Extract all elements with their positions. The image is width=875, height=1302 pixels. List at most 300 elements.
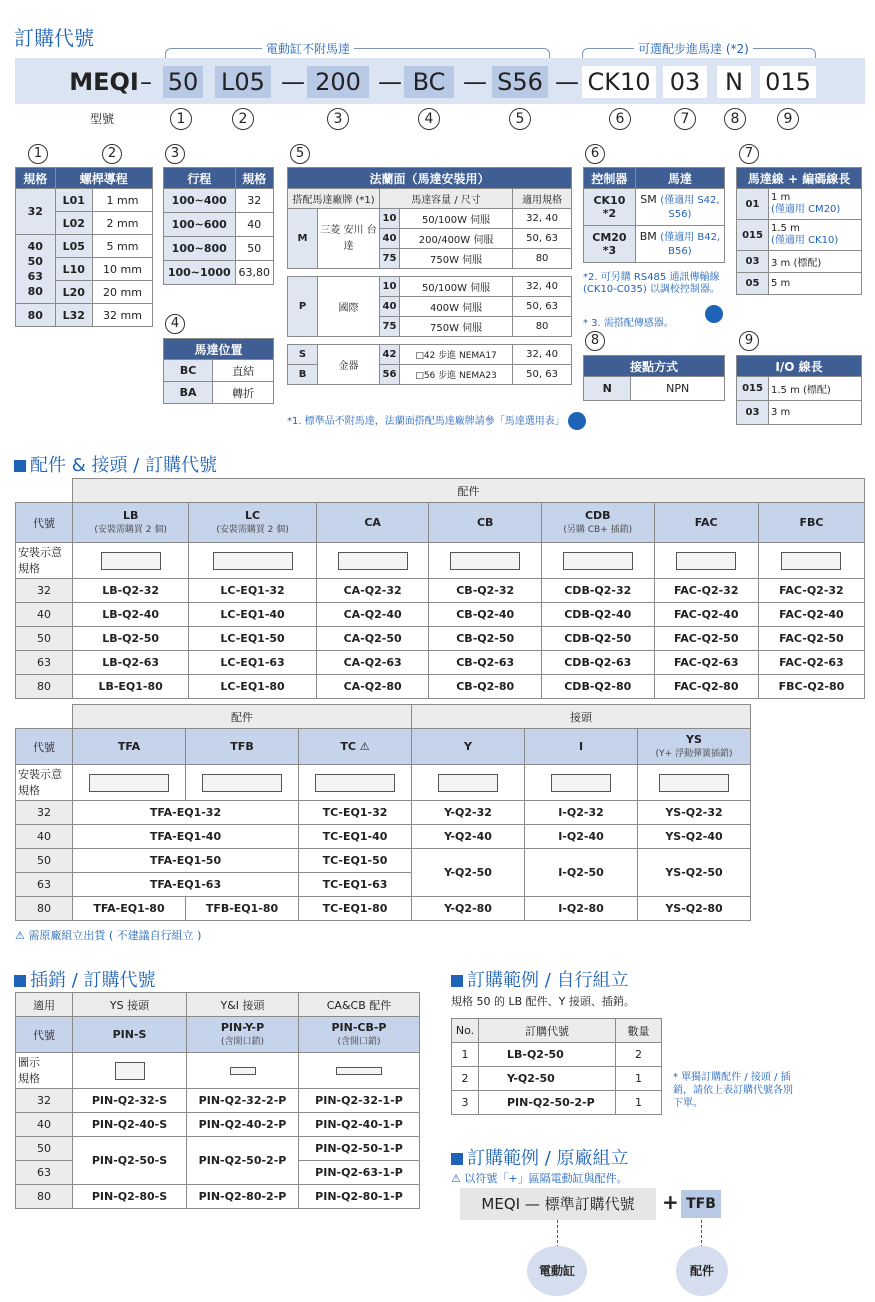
code: PIN-Q2-50-S — [73, 1137, 187, 1185]
cap-spec: 50, 63 — [513, 297, 572, 317]
num-4: 4 — [418, 108, 440, 130]
h-brand: 搭配馬達廠牌 (*1) — [288, 189, 380, 209]
position-table — [163, 338, 274, 404]
connector-line — [701, 1220, 702, 1248]
pos-code: BA — [164, 382, 213, 404]
code: CA-Q2-50 — [316, 627, 429, 651]
cap-code: 56 — [380, 365, 400, 385]
code: FAC-Q2-40 — [654, 603, 758, 627]
code: FAC-Q2-80 — [654, 675, 758, 699]
code: TC-EQ1-63 — [299, 873, 412, 897]
qty: 1 — [616, 1067, 662, 1091]
code: LC-EQ1-50 — [189, 627, 317, 651]
lead-code: L32 — [55, 304, 92, 327]
code: TFA-EQ1-32 — [73, 801, 299, 825]
cap-desc: 50/100W 伺服 — [400, 209, 513, 229]
flange-table — [287, 167, 572, 385]
code: YS-Q2-50 — [638, 849, 751, 897]
cable-len: 1 m (僅適用 CM20) — [769, 189, 862, 220]
code: CB-Q2-50 — [429, 627, 542, 651]
h-pin-y: PIN-Y-P (含開口銷) — [187, 1017, 299, 1053]
spec: 80 — [16, 1185, 73, 1209]
h-lc: LC (安裝需購買 2 個) — [189, 503, 317, 543]
section-example-factory: 訂購範例 / 原廠組立 — [451, 1144, 629, 1170]
io-len: 3 m — [769, 401, 862, 425]
h-code: 代號 — [16, 729, 73, 765]
i-diagram — [525, 765, 638, 801]
section-accessories: 配件 & 接頭 / 訂購代號 — [14, 451, 217, 477]
code: LC-EQ1-80 — [189, 675, 317, 699]
dash: — — [378, 68, 402, 96]
pos-code: BC — [164, 360, 213, 382]
code: YS-Q2-80 — [638, 897, 751, 921]
qty: 2 — [616, 1043, 662, 1067]
lead-table — [15, 167, 153, 327]
num-1: 1 — [170, 108, 192, 130]
spec: 40 — [16, 1113, 73, 1137]
spec: 50 — [235, 237, 274, 261]
code: CB-Q2-40 — [429, 603, 542, 627]
code: LB-Q2-50 — [73, 627, 189, 651]
h-apply: 適用規格 — [513, 189, 572, 209]
acc-note: ⚠ 需原廠組立出貨 ( 不建議自行組立 ) — [15, 929, 202, 942]
cap-code: 40 — [380, 229, 400, 249]
code: PIN-Q2-50-2-P — [187, 1137, 299, 1185]
code: TFA-EQ1-80 — [73, 897, 186, 921]
h-qty: 數量 — [616, 1019, 662, 1043]
h-tfb: TFB — [186, 729, 299, 765]
code-position: BC — [404, 66, 454, 98]
ctrl-code: CM20 *3 — [584, 226, 636, 263]
code: LC-EQ1-40 — [189, 603, 317, 627]
h-lb: LB (安裝需購買 2 個) — [73, 503, 189, 543]
code-io: 015 — [760, 66, 816, 98]
ctrl-note-1: *2. 可另購 RS485 通訊傳輸線 (CK10-C035) 以調校控制器。 — [583, 272, 720, 295]
spec: 50 — [16, 1137, 73, 1161]
cap-desc: 50/100W 伺服 — [400, 277, 513, 297]
num-7-small: 7 — [739, 144, 759, 164]
num-1-small: 1 — [28, 144, 48, 164]
h-code: 訂購代號 — [479, 1019, 616, 1043]
brand-code: P — [288, 277, 318, 337]
cap-code: 40 — [380, 297, 400, 317]
example-self-note: * 單獨訂購配件 / 接頭 / 插銷，請依上表訂購代號各別下單。 — [673, 1072, 793, 1109]
joint-group: 接頭 — [412, 705, 751, 729]
code: FBC-Q2-80 — [758, 675, 864, 699]
code: PIN-Q2-50-2-P — [479, 1091, 616, 1115]
install-spec-label: 安裝示意 規格 — [16, 543, 73, 579]
code-cable: 03 — [663, 66, 707, 98]
spec: 32 — [16, 579, 73, 603]
code: PIN-Q2-80-1-P — [299, 1185, 420, 1209]
h-tc: TC ⚠ — [299, 729, 412, 765]
h-controller: 控制器 — [584, 168, 636, 189]
spec: 63 — [16, 1161, 73, 1185]
code: I-Q2-32 — [525, 801, 638, 825]
h-code: 代號 — [16, 1017, 73, 1053]
code: Y-Q2-80 — [412, 897, 525, 921]
apply-cacb: CA&CB 配件 — [299, 993, 420, 1017]
code: YS-Q2-40 — [638, 825, 751, 849]
code: CB-Q2-63 — [429, 651, 542, 675]
acc-table-2 — [15, 704, 751, 921]
section-example-self: 訂購範例 / 自行組立 — [451, 966, 629, 992]
cap-spec: 32, 40 — [513, 209, 572, 229]
tfb-diagram — [186, 765, 299, 801]
code-controller: CK10 — [582, 66, 656, 98]
code: CB-Q2-32 — [429, 579, 542, 603]
brand-code: S — [288, 345, 318, 365]
cap-code: 10 — [380, 277, 400, 297]
num-8: 8 — [724, 108, 746, 130]
code: TC-EQ1-32 — [299, 801, 412, 825]
cap-code: 75 — [380, 249, 400, 269]
brand-code: M — [288, 209, 318, 269]
cable-len: 3 m (標配) — [769, 251, 862, 273]
apply-yi: Y&I 接頭 — [187, 993, 299, 1017]
acc-table-1 — [15, 478, 865, 699]
code: Y-Q2-50 — [479, 1067, 616, 1091]
cylinder-bubble: 電動缸 — [527, 1246, 587, 1296]
page-title: 訂購代號 — [14, 26, 94, 50]
tfa-diagram — [73, 765, 186, 801]
code: PIN-Q2-63-1-P — [299, 1161, 420, 1185]
code: CDB-Q2-63 — [541, 651, 654, 675]
cap-spec: 32, 40 — [513, 345, 572, 365]
cap-desc: □42 步進 NEMA17 — [400, 345, 513, 365]
h-fac: FAC — [654, 503, 758, 543]
code: PIN-Q2-40-2-P — [187, 1113, 299, 1137]
spec: 63 — [16, 873, 73, 897]
lead-code: L01 — [55, 189, 92, 212]
code: PIN-Q2-40-1-P — [299, 1113, 420, 1137]
code: CA-Q2-32 — [316, 579, 429, 603]
spec: 63 — [16, 651, 73, 675]
h-cdb: CDB (另購 CB+ 插銷) — [541, 503, 654, 543]
code: CDB-Q2-50 — [541, 627, 654, 651]
optional-group-label: 可選配步進馬達 (*2) — [634, 40, 753, 57]
num-3-small: 3 — [165, 144, 185, 164]
contact-code: N — [584, 377, 631, 401]
spec: 40 — [16, 603, 73, 627]
spec: 32 — [235, 189, 274, 213]
pin-y-diagram — [187, 1053, 299, 1089]
code: FAC-Q2-32 — [654, 579, 758, 603]
cap-spec: 80 — [513, 249, 572, 269]
spec: 40 — [16, 825, 73, 849]
code: LC-EQ1-32 — [189, 579, 317, 603]
code: FAC-Q2-63 — [654, 651, 758, 675]
code: Y-Q2-50 — [412, 849, 525, 897]
h-apply: 適用 — [16, 993, 73, 1017]
no: 1 — [452, 1043, 479, 1067]
lead-val: 20 mm — [92, 281, 152, 304]
cable-code: 05 — [737, 273, 769, 295]
code-contact: N — [717, 66, 751, 98]
num-3: 3 — [327, 108, 349, 130]
num-8-small: 8 — [585, 331, 605, 351]
h-cable: 馬達線 + 編碼線長 — [737, 168, 862, 189]
cable-code: 03 — [737, 251, 769, 273]
cap-spec: 50, 63 — [513, 365, 572, 385]
apply-ys: YS 接頭 — [73, 993, 187, 1017]
code: Y-Q2-40 — [412, 825, 525, 849]
pin-table — [15, 992, 420, 1209]
dash: – — [140, 68, 152, 96]
code: CB-Q2-80 — [429, 675, 542, 699]
cap-desc: 400W 伺服 — [400, 297, 513, 317]
lead-val: 10 mm — [92, 258, 152, 281]
spec: 40 — [235, 213, 274, 237]
qty: 1 — [616, 1091, 662, 1115]
code-spec: 50 — [163, 66, 203, 98]
dash: — — [555, 68, 579, 96]
num-2: 2 — [232, 108, 254, 130]
motor-group-label: 電動缸不附馬達 — [262, 40, 354, 57]
example-table — [451, 1018, 662, 1115]
cable-len: 5 m — [769, 273, 862, 295]
lead-val: 1 mm — [92, 189, 152, 212]
ctrl-motor: BM (僅適用 B42, B56) — [635, 226, 724, 263]
code: FAC-Q2-40 — [758, 603, 864, 627]
code: TC-EQ1-40 — [299, 825, 412, 849]
h-y: Y — [412, 729, 525, 765]
code: TFA-EQ1-50 — [73, 849, 299, 873]
cap-desc: 200/400W 伺服 — [400, 229, 513, 249]
lb-diagram — [73, 543, 189, 579]
spec-cell-multi: 40 50 63 80 — [16, 235, 56, 304]
lead-val: 5 mm — [92, 235, 152, 258]
cap-code: 10 — [380, 209, 400, 229]
code-lead: L05 — [215, 66, 271, 98]
code-model: MEQI — [69, 68, 139, 96]
h-spec: 規格 — [235, 168, 274, 189]
spec: 50 — [16, 627, 73, 651]
code: PIN-Q2-32-2-P — [187, 1089, 299, 1113]
h-spec: 規格 — [16, 168, 56, 189]
pos-desc: 直結 — [213, 360, 274, 382]
code: CA-Q2-80 — [316, 675, 429, 699]
code: FAC-Q2-50 — [758, 627, 864, 651]
code: FAC-Q2-63 — [758, 651, 864, 675]
cap-code: 42 — [380, 345, 400, 365]
code: LB-Q2-63 — [73, 651, 189, 675]
ctrl-motor: SM (僅適用 S42, S56) — [635, 189, 724, 226]
acc-group: 配件 — [73, 479, 865, 503]
plus-sign: + — [662, 1190, 679, 1214]
install-spec-label: 安裝示意 規格 — [16, 765, 73, 801]
h-cb: CB — [429, 503, 542, 543]
lead-code: L10 — [55, 258, 92, 281]
brand-code: B — [288, 365, 318, 385]
code: LB-Q2-32 — [73, 579, 189, 603]
code: I-Q2-50 — [525, 849, 638, 897]
ctrl-code: CK10 *2 — [584, 189, 636, 226]
num-9-small: 9 — [739, 331, 759, 351]
h-pin-cb: PIN-CB-P (含開口銷) — [299, 1017, 420, 1053]
brand-name: 三菱 安川 台達 — [318, 209, 380, 269]
cb-diagram — [429, 543, 542, 579]
spec: 32 — [16, 1089, 73, 1113]
spec: 80 — [16, 675, 73, 699]
ca-diagram — [316, 543, 429, 579]
code: PIN-Q2-32-S — [73, 1089, 187, 1113]
code: LB-EQ1-80 — [73, 675, 189, 699]
contact-desc: NPN — [631, 377, 725, 401]
spec-cell: 32 — [16, 189, 56, 235]
acc-group: 配件 — [73, 705, 412, 729]
h-ca: CA — [316, 503, 429, 543]
code: FAC-Q2-50 — [654, 627, 758, 651]
brand-name: 國際 — [318, 277, 380, 337]
spec: 80 — [16, 897, 73, 921]
flange-note: *1. 標準品不附馬達，法蘭面搭配馬達廠牌請參「馬達選用表」 — [287, 412, 586, 430]
y-diagram — [412, 765, 525, 801]
code: YS-Q2-32 — [638, 801, 751, 825]
dash: — — [463, 68, 487, 96]
lead-val: 2 mm — [92, 212, 152, 235]
io-code: 015 — [737, 377, 769, 401]
model-label: 型號 — [90, 112, 115, 126]
cap-desc: □56 步進 NEMA23 — [400, 365, 513, 385]
cable-code: 015 — [737, 220, 769, 251]
section-pin: 插銷 / 訂購代號 — [14, 966, 156, 992]
num-6-small: 6 — [585, 144, 605, 164]
code: I-Q2-40 — [525, 825, 638, 849]
code: PIN-Q2-32-1-P — [299, 1089, 420, 1113]
cap-code: 75 — [380, 317, 400, 337]
code: LB-Q2-50 — [479, 1043, 616, 1067]
h-stroke: 行程 — [164, 168, 236, 189]
h-tfa: TFA — [73, 729, 186, 765]
code: I-Q2-80 — [525, 897, 638, 921]
fbc-diagram — [758, 543, 864, 579]
no: 3 — [452, 1091, 479, 1115]
h-capacity: 馬達容量 / 尺寸 — [380, 189, 513, 209]
h-ys: YS (Y+ 浮動彈簧插銷) — [638, 729, 751, 765]
code: TC-EQ1-80 — [299, 897, 412, 921]
spec: 63,80 — [235, 261, 274, 285]
controller-table — [583, 167, 725, 263]
num-7: 7 — [674, 108, 696, 130]
code: CA-Q2-63 — [316, 651, 429, 675]
code: FAC-Q2-32 — [758, 579, 864, 603]
link-icon[interactable] — [705, 305, 723, 323]
num-9: 9 — [777, 108, 799, 130]
cable-len: 1.5 m (僅適用 CK10) — [769, 220, 862, 251]
code: TC-EQ1-50 — [299, 849, 412, 873]
h-contact: 接點方式 — [584, 356, 725, 377]
spec-cell: 80 — [16, 304, 56, 327]
cap-desc: 750W 伺服 — [400, 249, 513, 269]
cap-spec: 50, 63 — [513, 229, 572, 249]
spec: 50 — [16, 849, 73, 873]
ctrl-note-2: * 3. 需搭配傳感器。 — [583, 318, 674, 329]
dash: — — [281, 68, 305, 96]
code: CDB-Q2-40 — [541, 603, 654, 627]
h-fbc: FBC — [758, 503, 864, 543]
connector-line — [557, 1220, 558, 1248]
num-5-small: 5 — [290, 144, 310, 164]
acc-code-box: TFB — [681, 1190, 721, 1218]
lead-code: L05 — [55, 235, 92, 258]
tc-diagram — [299, 765, 412, 801]
accessory-bubble: 配件 — [676, 1246, 728, 1296]
code: PIN-Q2-80-2-P — [187, 1185, 299, 1209]
h-lead: 螺桿導程 — [55, 168, 152, 189]
pos-desc: 轉折 — [213, 382, 274, 404]
cable-table — [736, 167, 862, 295]
lead-code: L02 — [55, 212, 92, 235]
h-io: I/O 線長 — [737, 356, 862, 377]
h-i: I — [525, 729, 638, 765]
example-factory-desc: ⚠ 以符號「+」區隔電動缸與配件。 — [451, 1172, 628, 1185]
standard-code-box: MEQI — 標準訂購代號 — [460, 1188, 656, 1220]
code: TFB-EQ1-80 — [186, 897, 299, 921]
code: LB-Q2-40 — [73, 603, 189, 627]
pin-s-diagram — [73, 1053, 187, 1089]
h-code: 代號 — [16, 503, 73, 543]
spec: 32 — [16, 801, 73, 825]
stroke: 100~600 — [164, 213, 236, 237]
example-self-desc: 規格 50 的 LB 配件、Y 接頭、插銷。 — [451, 995, 635, 1008]
no: 2 — [452, 1067, 479, 1091]
pin-cb-diagram — [299, 1053, 420, 1089]
cap-spec: 32, 40 — [513, 277, 572, 297]
h-no: No. — [452, 1019, 479, 1043]
code: CA-Q2-40 — [316, 603, 429, 627]
cdb-diagram — [541, 543, 654, 579]
num-2-small: 2 — [102, 144, 122, 164]
io-table — [736, 355, 862, 425]
num-6: 6 — [609, 108, 631, 130]
contact-table — [583, 355, 725, 401]
lead-val: 32 mm — [92, 304, 152, 327]
fig-spec-label: 圖示 規格 — [16, 1053, 73, 1089]
code: CDB-Q2-80 — [541, 675, 654, 699]
cap-desc: 750W 伺服 — [400, 317, 513, 337]
io-len: 1.5 m (標配) — [769, 377, 862, 401]
stroke: 100~400 — [164, 189, 236, 213]
code: TFA-EQ1-40 — [73, 825, 299, 849]
link-icon[interactable] — [568, 412, 586, 430]
h-motor: 馬達 — [635, 168, 724, 189]
stroke-table — [163, 167, 274, 285]
code: TFA-EQ1-63 — [73, 873, 299, 897]
code: PIN-Q2-40-S — [73, 1113, 187, 1137]
stroke: 100~1000 — [164, 261, 236, 285]
stroke: 100~800 — [164, 237, 236, 261]
h-flange: 法蘭面（馬達安裝用） — [288, 168, 572, 189]
code-flange: S56 — [492, 66, 548, 98]
h-position: 馬達位置 — [164, 339, 274, 360]
lc-diagram — [189, 543, 317, 579]
lead-code: L20 — [55, 281, 92, 304]
h-pin-s: PIN-S — [73, 1017, 187, 1053]
cap-spec: 80 — [513, 317, 572, 337]
code: PIN-Q2-80-S — [73, 1185, 187, 1209]
ys-diagram — [638, 765, 751, 801]
code: CDB-Q2-32 — [541, 579, 654, 603]
code-stroke: 200 — [307, 66, 369, 98]
io-code: 03 — [737, 401, 769, 425]
cable-code: 01 — [737, 189, 769, 220]
num-4-small: 4 — [165, 314, 185, 334]
code: LC-EQ1-63 — [189, 651, 317, 675]
brand-name: 金器 — [318, 345, 380, 385]
num-5: 5 — [509, 108, 531, 130]
fac-diagram — [654, 543, 758, 579]
